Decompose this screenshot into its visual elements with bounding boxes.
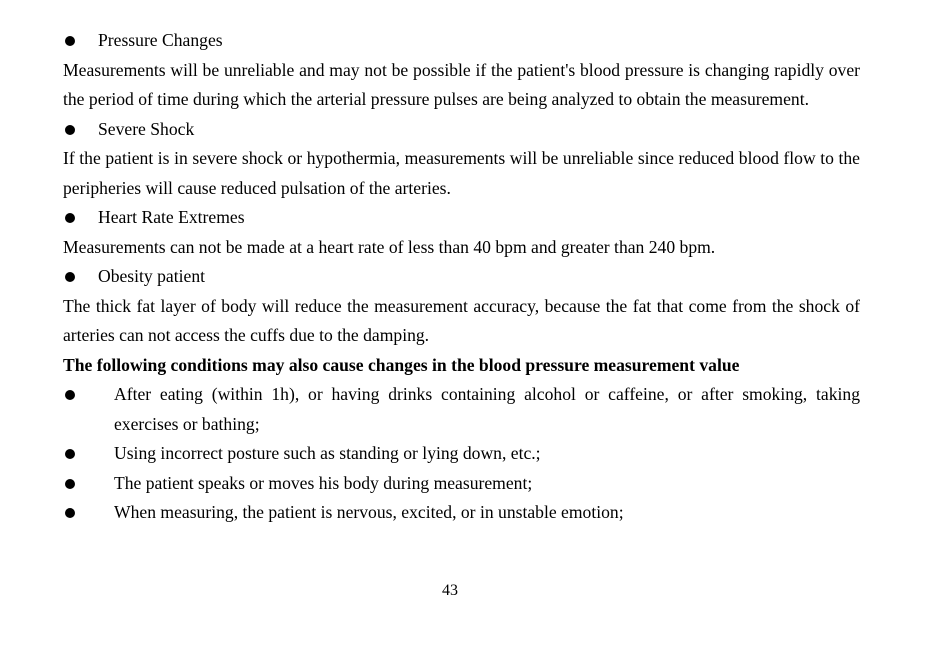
- section-heading-text: Heart Rate Extremes: [98, 207, 245, 227]
- section-heading-text: Pressure Changes: [98, 30, 223, 50]
- bullet-icon: [65, 479, 75, 489]
- section-heading-text: Severe Shock: [98, 118, 195, 139]
- bullet-icon: [65, 213, 75, 223]
- bullet-icon: [65, 272, 75, 282]
- section-body-obesity-patient: The thick fat layer of body will reduce the measurement accuracy, because the fat that come from the shock of arteries can not access the cuffs due to the damping.: [63, 295, 860, 345]
- section-heading-obesity-patient: [63, 262, 860, 292]
- condition-text: When measuring, the patient is nervous, excited, or in unstable emotion;: [114, 502, 624, 522]
- page-number: 43: [442, 582, 458, 599]
- section-heading-text: Obesity patient: [98, 266, 206, 286]
- section-body-severe-shock: If the patient is in severe shock or hypothermia, measurements will be unreliable since reduced blood flow to the peripheries will cause reduced pulsation of the arteries.: [63, 148, 860, 198]
- condition-item: [63, 380, 860, 439]
- bullet-icon: [65, 125, 75, 135]
- bullet-icon: [65, 449, 75, 459]
- section-heading-severe-shock: [63, 115, 860, 145]
- condition-item: [63, 469, 860, 499]
- bullet-icon: [65, 390, 75, 400]
- section-heading-pressure-changes: [63, 26, 860, 56]
- condition-item: [63, 439, 860, 469]
- condition-text: The patient speaks or moves his body during measurement;: [114, 472, 533, 493]
- section-heading-heart-rate-extremes: [63, 203, 860, 233]
- conditions-title: The following conditions may also cause changes in the blood pressure measurement value: [63, 354, 740, 375]
- document-page: [63, 26, 860, 528]
- section-body-heart-rate-extremes: Measurements can not be made at a heart rate of less than 40 bpm and greater than 240 bpm.: [63, 236, 716, 257]
- section-body-pressure-changes: Measurements will be unreliable and may not be possible if the patient's blood pressure is changing rapidly over the period of time during which the arterial pressure pulses are being analyzed to obtain the measurement.: [63, 59, 860, 109]
- condition-text: After eating (within 1h), or having drinks containing alcohol or caffeine, or after smoking, taking exercises or bathing;: [114, 384, 860, 434]
- bullet-icon: [65, 36, 75, 46]
- condition-item: [63, 498, 860, 528]
- condition-text: Using incorrect posture such as standing or lying down, etc.;: [114, 443, 541, 463]
- bullet-icon: [65, 508, 75, 518]
